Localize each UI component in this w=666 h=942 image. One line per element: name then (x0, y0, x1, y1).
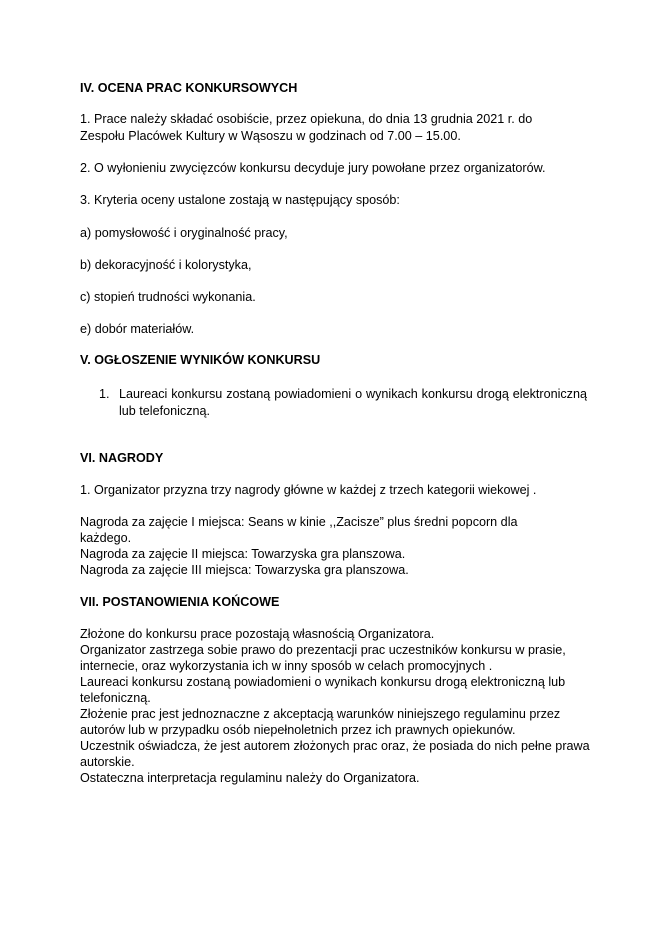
criteria-item: a) pomysłowość i oryginalność pracy, (80, 226, 288, 240)
prize-line: Nagroda za zajęcie II miejsca: Towarzyska gra planszowa. (80, 547, 406, 561)
section-heading-iv: IV. OCENA PRAC KONKURSOWYCH (80, 81, 298, 95)
paragraph-line: Uczestnik oświadcza, że jest autorem złożonych prac oraz, że posiada do nich pełne prawa (80, 739, 590, 753)
paragraph-line: 3. Kryteria oceny ustalone zostają w następujący sposób: (80, 193, 400, 207)
paragraph-line: Zespołu Placówek Kultury w Wąsoszu w godzinach od 7.00 – 15.00. (80, 129, 461, 143)
paragraph-line: internecie, oraz wykorzystania ich w inny sposób w celach promocyjnych . (80, 659, 493, 673)
prize-line: Nagroda za zajęcie I miejsca: Seans w kinie ,,Zacisze” plus średni popcorn dla (80, 515, 518, 529)
paragraph-line: autorskie. (80, 755, 135, 769)
paragraph-line: telefoniczną. (80, 691, 151, 705)
section-heading-vii: VII. POSTANOWIENIA KOŃCOWE (80, 595, 280, 609)
section-heading-v: V. OGŁOSZENIE WYNIKÓW KONKURSU (80, 353, 321, 367)
paragraph-line: 1. Organizator przyzna trzy nagrody główne w każdej z trzech kategorii wiekowej . (80, 483, 537, 497)
criteria-item: b) dekoracyjność i kolorystyka, (80, 258, 252, 272)
paragraph-line: 2. O wyłonieniu zwycięzców konkursu decyduje jury powołane przez organizatorów. (80, 161, 546, 175)
prize-line: Nagroda za zajęcie III miejsca: Towarzyska gra planszowa. (80, 563, 409, 577)
paragraph-line: Złożone do konkursu prace pozostają własnością Organizatora. (80, 627, 435, 641)
section-heading-vi: VI. NAGRODY (80, 451, 164, 465)
list-number: 1. (99, 387, 110, 401)
paragraph-line: Ostateczna interpretacja regulaminu należy do Organizatora. (80, 771, 420, 785)
list-item-line: Laureaci konkursu zostaną powiadomieni o wynikach konkursu drogą elektroniczną (119, 387, 587, 401)
paragraph-line: autorów lub w przypadku osób niepełnoletnich przez ich prawnych opiekunów. (80, 723, 516, 737)
criteria-item: e) dobór materiałów. (80, 322, 195, 336)
paragraph-line: Organizator zastrzega sobie prawo do prezentacji prac uczestników konkursu w prasie, (80, 643, 566, 657)
criteria-item: c) stopień trudności wykonania. (80, 290, 256, 304)
paragraph-line: 1. Prace należy składać osobiście, przez opiekuna, do dnia 13 grudnia 2021 r. do (80, 112, 533, 126)
paragraph-line: Laureaci konkursu zostaną powiadomieni o wynikach konkursu drogą elektroniczną lub (80, 675, 566, 689)
paragraph-line: Złożenie prac jest jednoznaczne z akceptacją warunków niniejszego regulaminu przez (80, 707, 561, 721)
list-item-line: lub telefoniczną. (119, 404, 211, 418)
prize-line: każdego. (80, 531, 132, 545)
